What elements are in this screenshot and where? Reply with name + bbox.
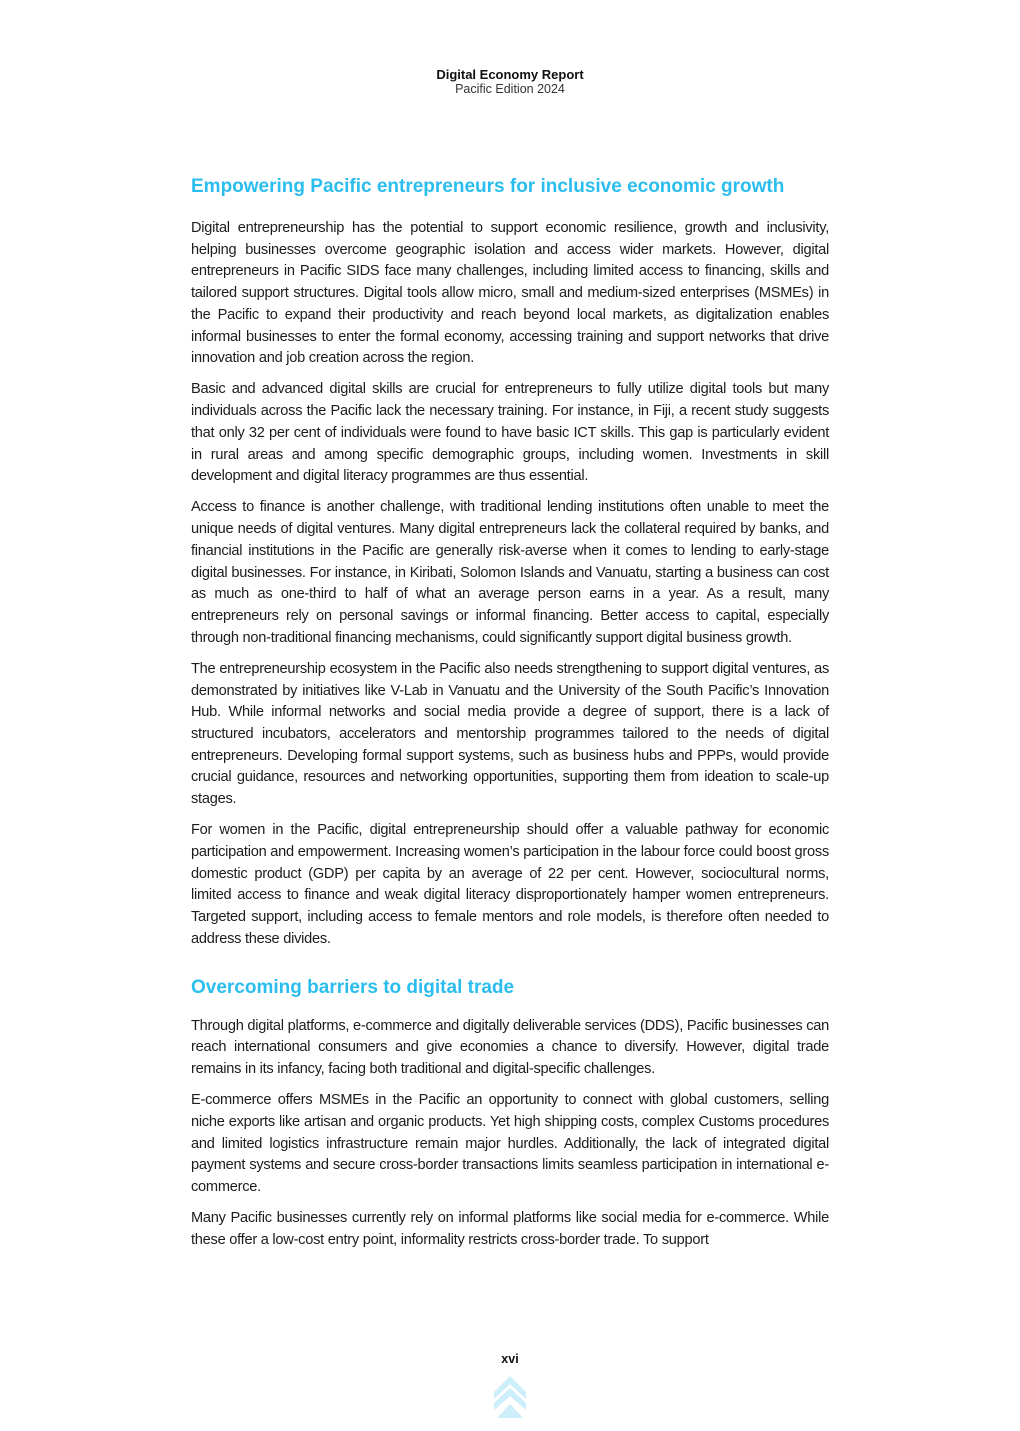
report-edition: Pacific Edition 2024 bbox=[455, 82, 565, 96]
report-title: Digital Economy Report bbox=[436, 67, 584, 82]
body-paragraph: The entrepreneurship ecosystem in the Pacific also needs strengthening to support digital ventures, as demonstrated by initiatives like V-Lab in Vanuatu and the University of the South Pacific’s Innovation Hub. While informal networks and social media provide a degree of support, there is a lack of structured incubators, accelerators and mentorship programmes tailored to the needs of digital entrepreneurs. Developing formal support systems, such as business hubs and PPPs, would provide crucial guidance, resources and networking opportunities, supporting them from ideation to scale-up stages. bbox=[191, 660, 829, 808]
section-heading-digital-trade: Overcoming barriers to digital trade bbox=[191, 976, 515, 998]
main-content bbox=[191, 174, 829, 1261]
body-paragraph: Access to finance is another challenge, with traditional lending institutions often unable to meet the unique needs of digital ventures. Many digital entrepreneurs lack the collateral required by banks, and financial institutions in the Pacific are generally risk-averse when it comes to lending to early-stage digital businesses. For instance, in Kiribati, Solomon Islands and Vanuatu, starting a business can cost as much as one-third to half of what an average person earns in a year. As a result, many entrepreneurs rely on personal savings or informal financing. Better access to capital, especially through non-traditional financing mechanisms, could significantly support digital business growth. bbox=[191, 499, 829, 646]
running-header bbox=[0, 67, 1020, 97]
body-paragraph: Through digital platforms, e-commerce and digitally deliverable services (DDS), Pacific businesses can reach international consumers and give economies a chance to diversify. However, digital trade remains in its infancy, facing both traditional and digital-specific challenges. bbox=[191, 1017, 829, 1077]
body-paragraph: Basic and advanced digital skills are crucial for entrepreneurs to fully utilize digital tools but many individuals across the Pacific lack the necessary training. For instance, in Fiji, a recent study suggests that only 32 per cent of individuals were found to have basic ICT skills. This gap is particularly evident in rural areas and among specific demographic groups, including women. Investments in skill development and digital literacy programmes are thus essential. bbox=[191, 381, 829, 485]
body-paragraph: E-commerce offers MSMEs in the Pacific an opportunity to connect with global customers, selling niche exports like artisan and organic products. Yet high shipping costs, complex Customs procedures and limited logistics infrastructure remain major hurdles. Additionally, the lack of integrated digital payment systems and secure cross-border transactions limits seamless participation in international e-commerce. bbox=[191, 1092, 829, 1195]
chevron-up-icon[interactable] bbox=[494, 1376, 526, 1418]
body-paragraph: For women in the Pacific, digital entrepreneurship should offer a valuable pathway for economic participation and empowerment. Increasing women’s participation in the labour force could boost gross domestic product (GDP) per capita by an average of 22 per cent. However, sociocultural norms, limited access to finance and weak digital literacy disproportionately hamper women entrepreneurs. Targeted support, including access to female mentors and role models, is therefore often needed to address these divides. bbox=[191, 822, 829, 947]
body-paragraph: Digital entrepreneurship has the potential to support economic resilience, growth and inclusivity, helping businesses overcome geographic isolation and access wider markets. However, digital entrepreneurs in Pacific SIDS face many challenges, including limited access to financing, skills and tailored support structures. Digital tools allow micro, small and medium-sized enterprises (MSMEs) in the Pacific to expand their productivity and reach beyond local markets, as digitalization enables informal businesses to enter the formal economy, accessing training and support networks that drive innovation and job creation across the region. bbox=[191, 220, 829, 367]
body-paragraph: Many Pacific businesses currently rely on informal platforms like social media for e-commerce. While these offer a low-cost entry point, informality restricts cross-border trade. To support bbox=[191, 1210, 829, 1248]
page-number: xvi bbox=[501, 1352, 519, 1366]
section-heading-entrepreneurs: Empowering Pacific entrepreneurs for inclusive economic growth bbox=[191, 176, 785, 197]
